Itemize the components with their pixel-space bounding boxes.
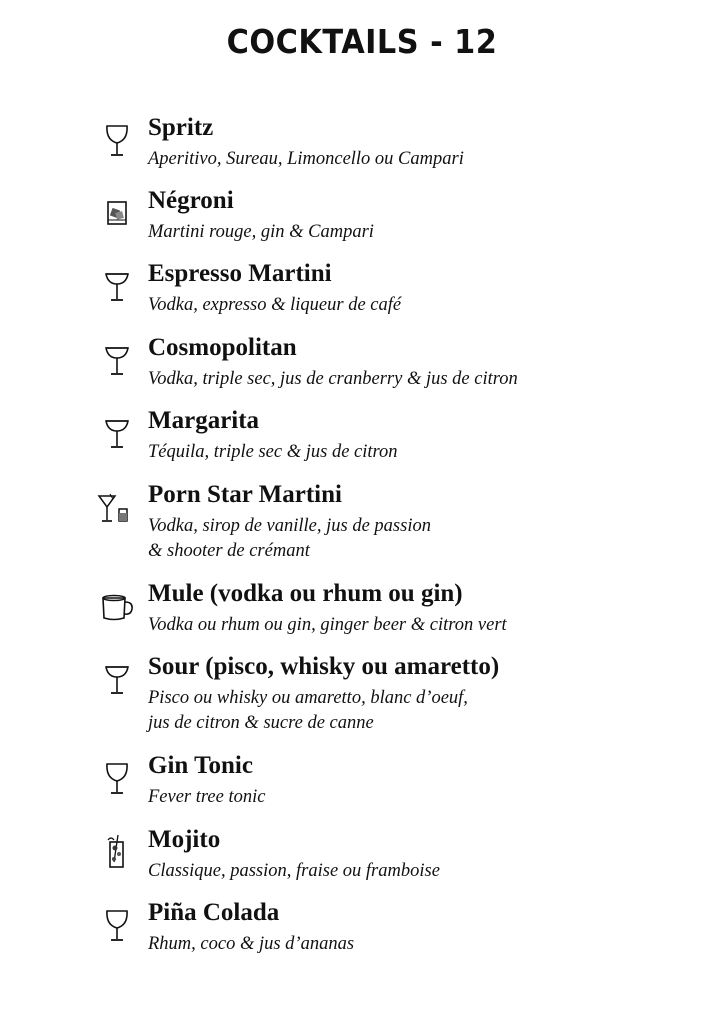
- item-description: Vodka, triple sec, jus de cranberry & jus de citron: [148, 369, 518, 389]
- item-description: Vodka, sirop de vanille, jus de passion & shooter de crémant: [148, 516, 431, 561]
- item-name: Négroni: [148, 187, 234, 214]
- item-description: Vodka ou rhum ou gin, ginger beer & citron vert: [148, 615, 507, 635]
- item-description: Fever tree tonic: [148, 787, 266, 807]
- coupe-glass-icon: [96, 659, 138, 701]
- item-name: Sour (pisco, whisky ou amaretto): [148, 653, 500, 680]
- item-name: Mojito: [148, 826, 221, 853]
- highball-glass-icon: [96, 832, 138, 874]
- wine-glass-icon: [96, 758, 138, 800]
- wine-glass-icon: [96, 120, 138, 162]
- item-description: Rhum, coco & jus d’ananas: [148, 934, 355, 954]
- item-description: Pisco ou whisky ou amaretto, blanc d’oeuf, jus de citron & sucre de canne: [148, 688, 468, 733]
- item-name: Margarita: [148, 407, 260, 434]
- item-name: Cosmopolitan: [148, 334, 297, 361]
- page-title: COCKTAILS - 12: [226, 22, 498, 61]
- mug-icon: [96, 586, 138, 628]
- item-name: Piña Colada: [148, 899, 280, 926]
- item-name: Mule (vodka ou rhum ou gin): [148, 580, 463, 607]
- item-description: Aperitivo, Sureau, Limoncello ou Campari: [148, 149, 464, 169]
- rocks-glass-icon: [96, 193, 138, 235]
- item-name: Porn Star Martini: [148, 481, 342, 508]
- item-description: Vodka, expresso & liqueur de café: [148, 295, 402, 315]
- wine-glass-icon: [96, 905, 138, 947]
- item-description: Martini rouge, gin & Campari: [148, 222, 374, 242]
- coupe-glass-icon: [96, 340, 138, 382]
- martini-glass-shot-icon: [96, 487, 138, 529]
- item-name: Espresso Martini: [148, 260, 332, 287]
- item-name: Gin Tonic: [148, 752, 253, 779]
- item-name: Spritz: [148, 114, 214, 141]
- coupe-glass-icon: [96, 413, 138, 455]
- item-description: Classique, passion, fraise ou framboise: [148, 861, 440, 881]
- coupe-glass-icon: [96, 266, 138, 308]
- item-description: Téquila, triple sec & jus de citron: [148, 442, 398, 462]
